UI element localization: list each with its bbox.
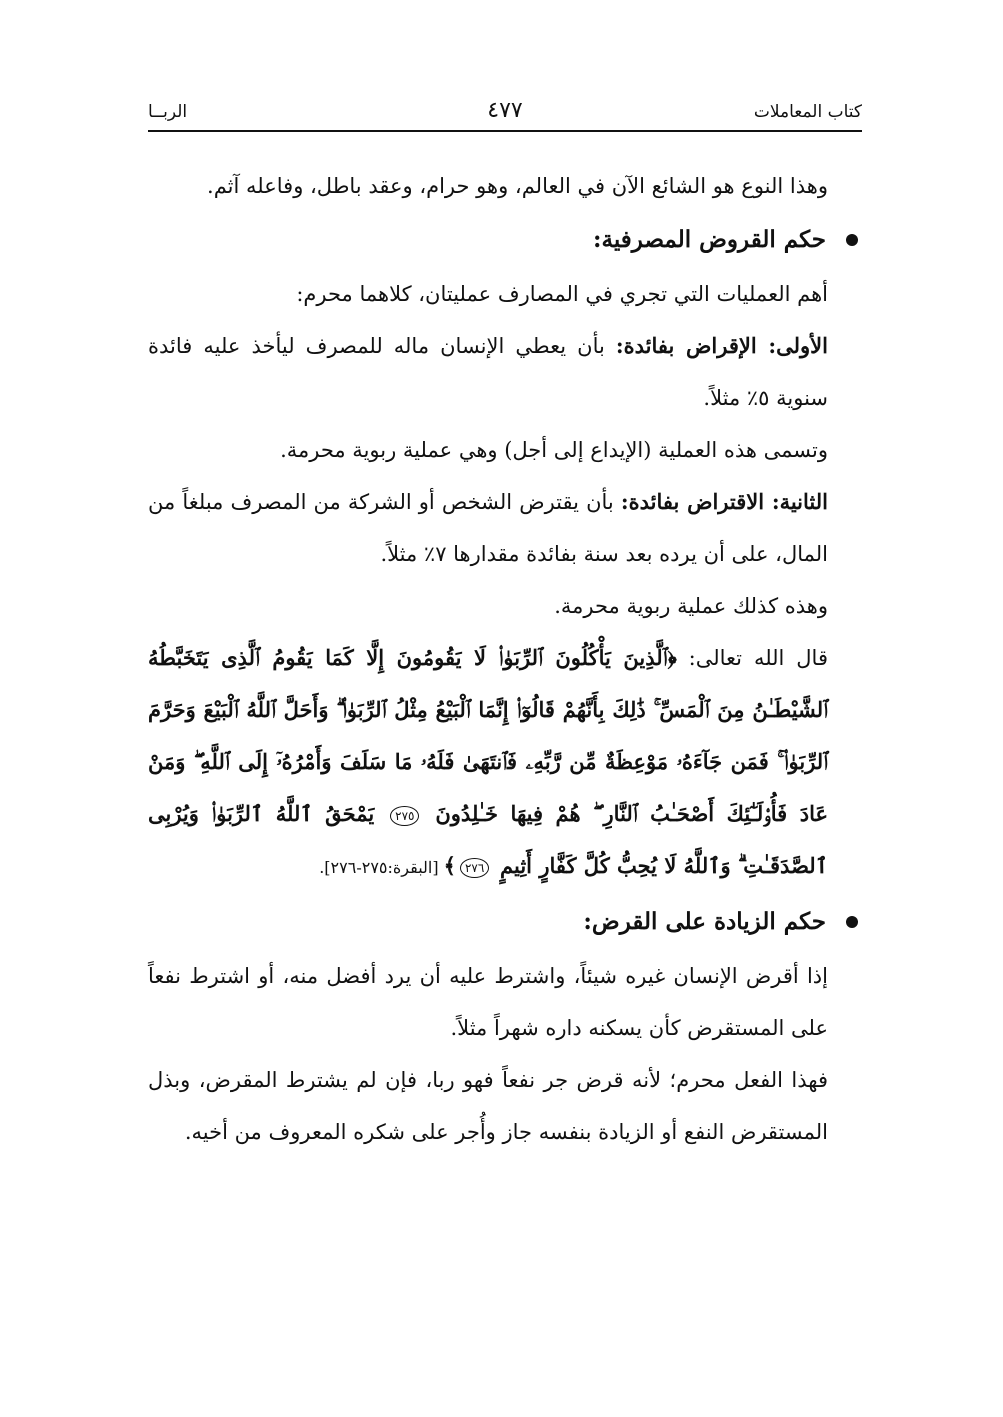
first-operation-text: بأن يعطي الإنسان ماله للمصرف ليأخذ عليه فائدة سنوية ٥٪ مثلاً.	[148, 334, 828, 410]
first-operation-label: الأولى: الإقراض بفائدة:	[615, 333, 828, 358]
ayah-number-275: ٢٧٥	[390, 806, 419, 826]
section-heading-text: حكم القروض المصرفية:	[593, 226, 826, 253]
second-operation-text: بأن يقترض الشخص أو الشركة من المصرف مبلغاً من المال، على أن يرده بعد سنة بفائدة مقدارها ٧٪ مثلاً.	[148, 490, 828, 566]
paragraph-loan-condition: إذا أقرض الإنسان غيره شيئاً، واشترط عليه أن يرد أفضل منه، أو اشترط نفعاً على المستقرض كأن يسكنه داره شهراً مثلاً.	[148, 964, 828, 1040]
paragraph-first-operation	[148, 320, 828, 424]
paragraph-second-note: وهذه كذلك عملية ربوية محرمة.	[554, 594, 828, 618]
paragraph-second-operation	[148, 476, 828, 580]
ayah-number-276: ٢٧٦	[460, 858, 489, 878]
quran-quote	[148, 632, 828, 894]
section-heading-loan-increase	[148, 894, 862, 950]
verse-close-bracket: ﴾	[443, 853, 456, 878]
section-heading-text: حكم الزيادة على القرض:	[583, 908, 826, 935]
bullet-icon	[846, 234, 858, 246]
second-operation-label: الثانية: الاقتراض بفائدة:	[620, 489, 828, 514]
paragraph-two-operations: أهم العمليات التي تجري في المصارف عمليتان، كلاهما محرم:	[296, 282, 828, 306]
header-divider	[148, 130, 862, 132]
chapter-title: الربــا	[148, 102, 188, 122]
bullet-icon	[846, 916, 858, 928]
intro-paragraph: وهذا النوع هو الشائع الآن في العالم، وهو حرام، وعقد باطل، وفاعله آثم.	[207, 174, 828, 198]
verse-275: ﴿ٱلَّذِينَ يَأْكُلُونَ ٱلرِّبَوٰا۟ لَا يَقُومُونَ إِلَّا كَمَا يَقُومُ ٱلَّذِى يَتَخَبَّطُهُ ٱلشَّيْطَـٰنُ مِنَ ٱلْمَسِّ ۚ ذَٰلِكَ بِأَنَّهُمْ قَالُوٓا۟ إِنَّمَا ٱلْبَيْعُ مِثْلُ ٱلرِّبَوٰا۟ ۗ وَأَحَلَّ ٱللَّهُ ٱلْبَيْعَ وَحَرَّمَ ٱلرِّبَوٰا۟ ۚ فَمَن جَآءَهُۥ مَوْعِظَةٌ مِّن رَّبِّهِۦ فَٱنتَهَىٰ فَلَهُۥ مَا سَلَفَ وَأَمْرُهُۥٓ إِلَى ٱللَّهِ ۖ وَمَنْ عَادَ فَأُو۟لَـٰٓئِكَ أَصْحَـٰبُ ٱلنَّارِ ۖ هُمْ فِيهَا خَـٰلِدُونَ	[148, 645, 828, 826]
book-title: كتاب المعاملات	[753, 102, 862, 122]
page-number: ٤٧٧	[487, 98, 523, 123]
page-header	[148, 98, 862, 128]
page-body	[148, 160, 828, 1158]
section-heading-bank-loans	[148, 212, 862, 268]
verse-citation: [البقرة:٢٧٥-٢٧٦].	[319, 858, 444, 877]
paragraph-loan-ruling: فهذا الفعل محرم؛ لأنه قرض جر نفعاً فهو ربا، فإن لم يشترط المقرض، وبذل المستقرض النفع أو الزيادة بنفسه جاز وأُجر على شكره المعروف من أخيه.	[148, 1068, 828, 1144]
quran-intro: قال الله تعالى:	[676, 646, 828, 670]
verse-276: يَمْحَقُ ٱللَّهُ ٱلرِّبَوٰا۟ وَيُرْبِى ٱلصَّدَقَـٰتِ ۗ وَٱللَّهُ لَا يُحِبُّ كُلَّ كَفَّارٍ أَثِيمٍ	[148, 801, 828, 878]
paragraph-first-name: وتسمى هذه العملية (الإيداع إلى أجل) وهي عملية ربوية محرمة.	[280, 438, 828, 462]
